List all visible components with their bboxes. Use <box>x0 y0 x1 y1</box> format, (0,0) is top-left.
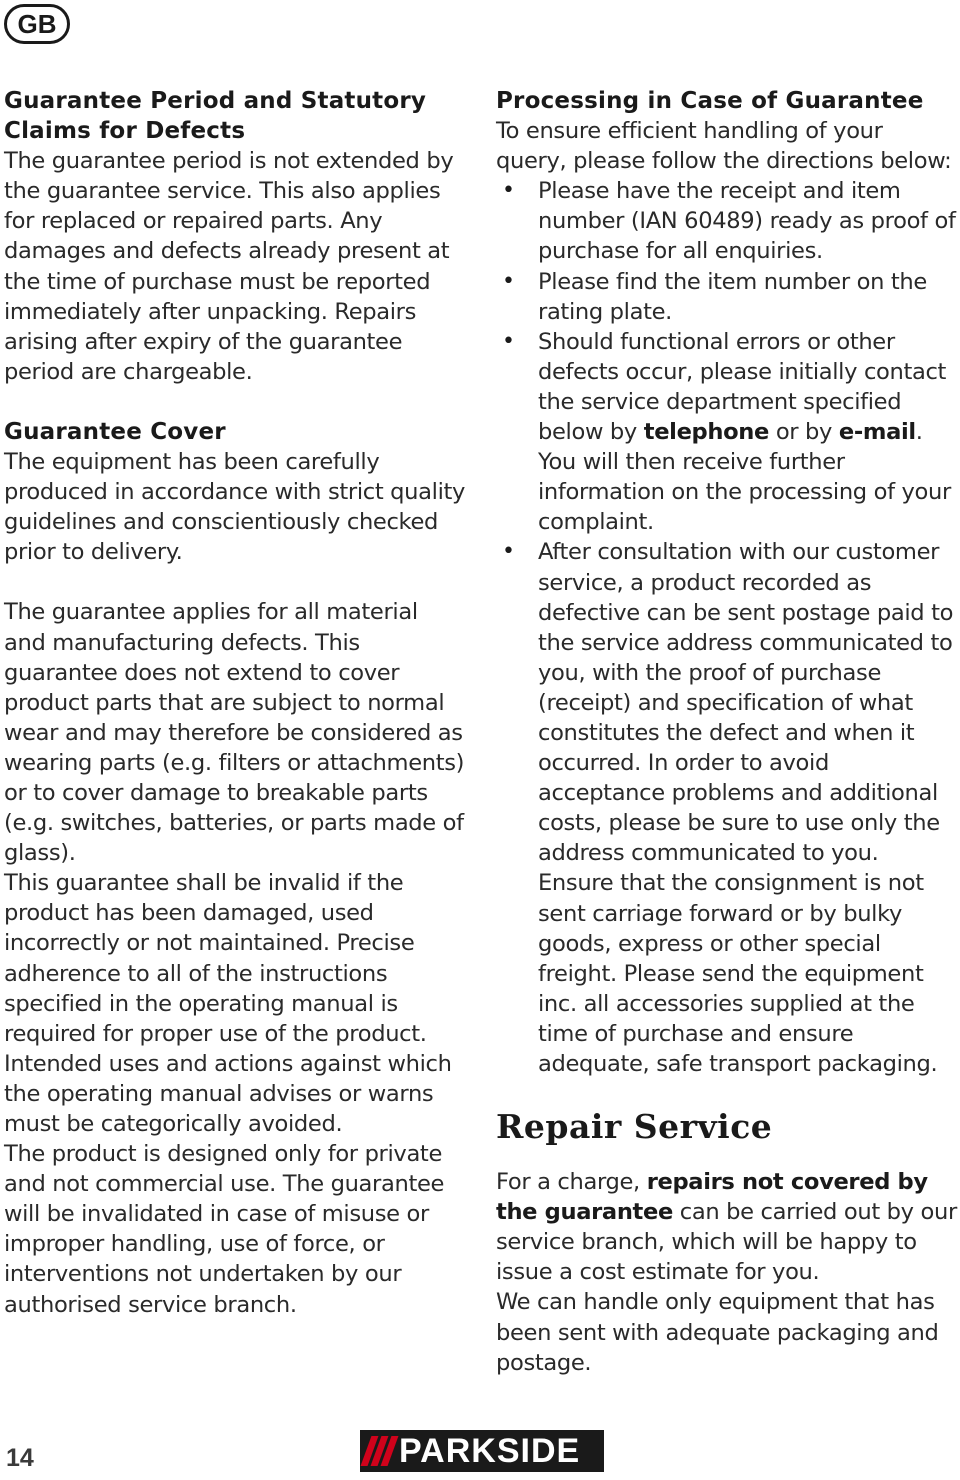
section-title-repair-service: Repair Service <box>496 1107 773 1147</box>
guarantee-cover-paragraph-1: The equipment has been carefully produced in accordance with strict quality guidelines and conscientiously checked prior to delivery. <box>4 449 466 566</box>
guarantee-period-text: The guarantee period is not extended by the guarantee service. This also applies for replaced or repaired parts. Any damages and defects already present at the time of purchase must be reported immediately after unpacking. Repairs arising after expiry of the guarantee period are chargeable. <box>4 148 454 385</box>
list-item <box>496 537 958 1079</box>
repairs-emphasis: repairs not covered by the guarantee <box>496 1169 928 1226</box>
country-badge: GB <box>4 4 70 44</box>
list-item-text: Please have the receipt and item number (IAN 60489) ready as proof of purchase for all enquiries. <box>538 178 956 265</box>
title-line-1: Guarantee Period and Statutory <box>4 88 427 114</box>
section-title-guarantee-cover: Guarantee Cover <box>4 418 226 445</box>
repair-service-paragraph-1 <box>496 1167 958 1287</box>
paragraph-text: For a charge, <box>496 1169 647 1196</box>
right-column <box>496 86 958 1378</box>
guarantee-cover-paragraph-3: This guarantee shall be invalid if the product has been damaged, used incorrectly or not maintained. Precise adherence to all of the instructions specified in the operating manual is required for proper use of the product. Intended uses and actions against which the operating manual advises or warns must be categorically avoided. <box>4 870 452 1137</box>
logo-slashes-icon <box>366 1436 393 1466</box>
brand-name: PARKSIDE <box>399 1432 581 1470</box>
section-title-processing: Processing in Case of Guarantee <box>496 88 924 114</box>
left-column <box>4 86 466 1320</box>
paragraph-text: can be carried out by our service branch, which will be happy to issue a cost estimate for you. <box>496 1199 957 1286</box>
section-title-guarantee-period <box>4 86 466 146</box>
list-item-text: or by <box>768 419 839 446</box>
list-item-text: Please find the item number on the rating plate. <box>538 268 927 325</box>
guarantee-cover-paragraph-4: The product is designed only for private and not commercial use. The guarantee will be invalidated in case of misuse or improper handling, use of force, or interventions not undertaken by our authorised service branch. <box>4 1141 445 1318</box>
list-item-text: Should functional errors or other defects occur, please initially contact the service department specified below by <box>538 328 947 446</box>
list-item <box>496 327 958 538</box>
list-item-text: . You will then receive further information on the processing of your complaint. <box>538 419 951 536</box>
telephone-emphasis: telephone <box>643 419 769 446</box>
list-item-text: After consultation with our customer service, a product recorded as defective can be sent postage paid to the service address communicated to you, with the proof of purchase (receipt) and specification of what constitutes the defect and when it occurred. In order to avoid acceptance problems and additional costs, please be sure to use only the address communicated to you. Ensure that the consignment is not sent carriage forward or by bulky goods, express or other special freight. Please send the equipment inc. all accessories supplied at the time of purchase and ensure adequate, safe transport packaging. <box>538 539 954 1077</box>
list-item <box>496 267 958 327</box>
repair-service-paragraph-2: We can handle only equipment that has been sent with adequate packaging and postage. <box>496 1289 939 1376</box>
processing-list <box>496 176 958 1079</box>
email-emphasis: e-mail <box>838 419 916 446</box>
title-line-2: Claims for Defects <box>4 118 246 145</box>
page-number: 14 <box>6 1444 34 1472</box>
guarantee-cover-paragraph-2: The guarantee applies for all material and manufacturing defects. This guarantee does not extend to cover product parts that are subject to normal wear and may therefore be considered as wearing parts (e.g. filters or attachments) or to cover damage to breakable parts (e.g. switches, batteries, or parts made of glass). <box>4 599 465 867</box>
processing-intro: To ensure efficient handling of your query, please follow the directions below: <box>496 118 952 175</box>
parkside-logo <box>360 1430 604 1472</box>
list-item <box>496 176 958 266</box>
